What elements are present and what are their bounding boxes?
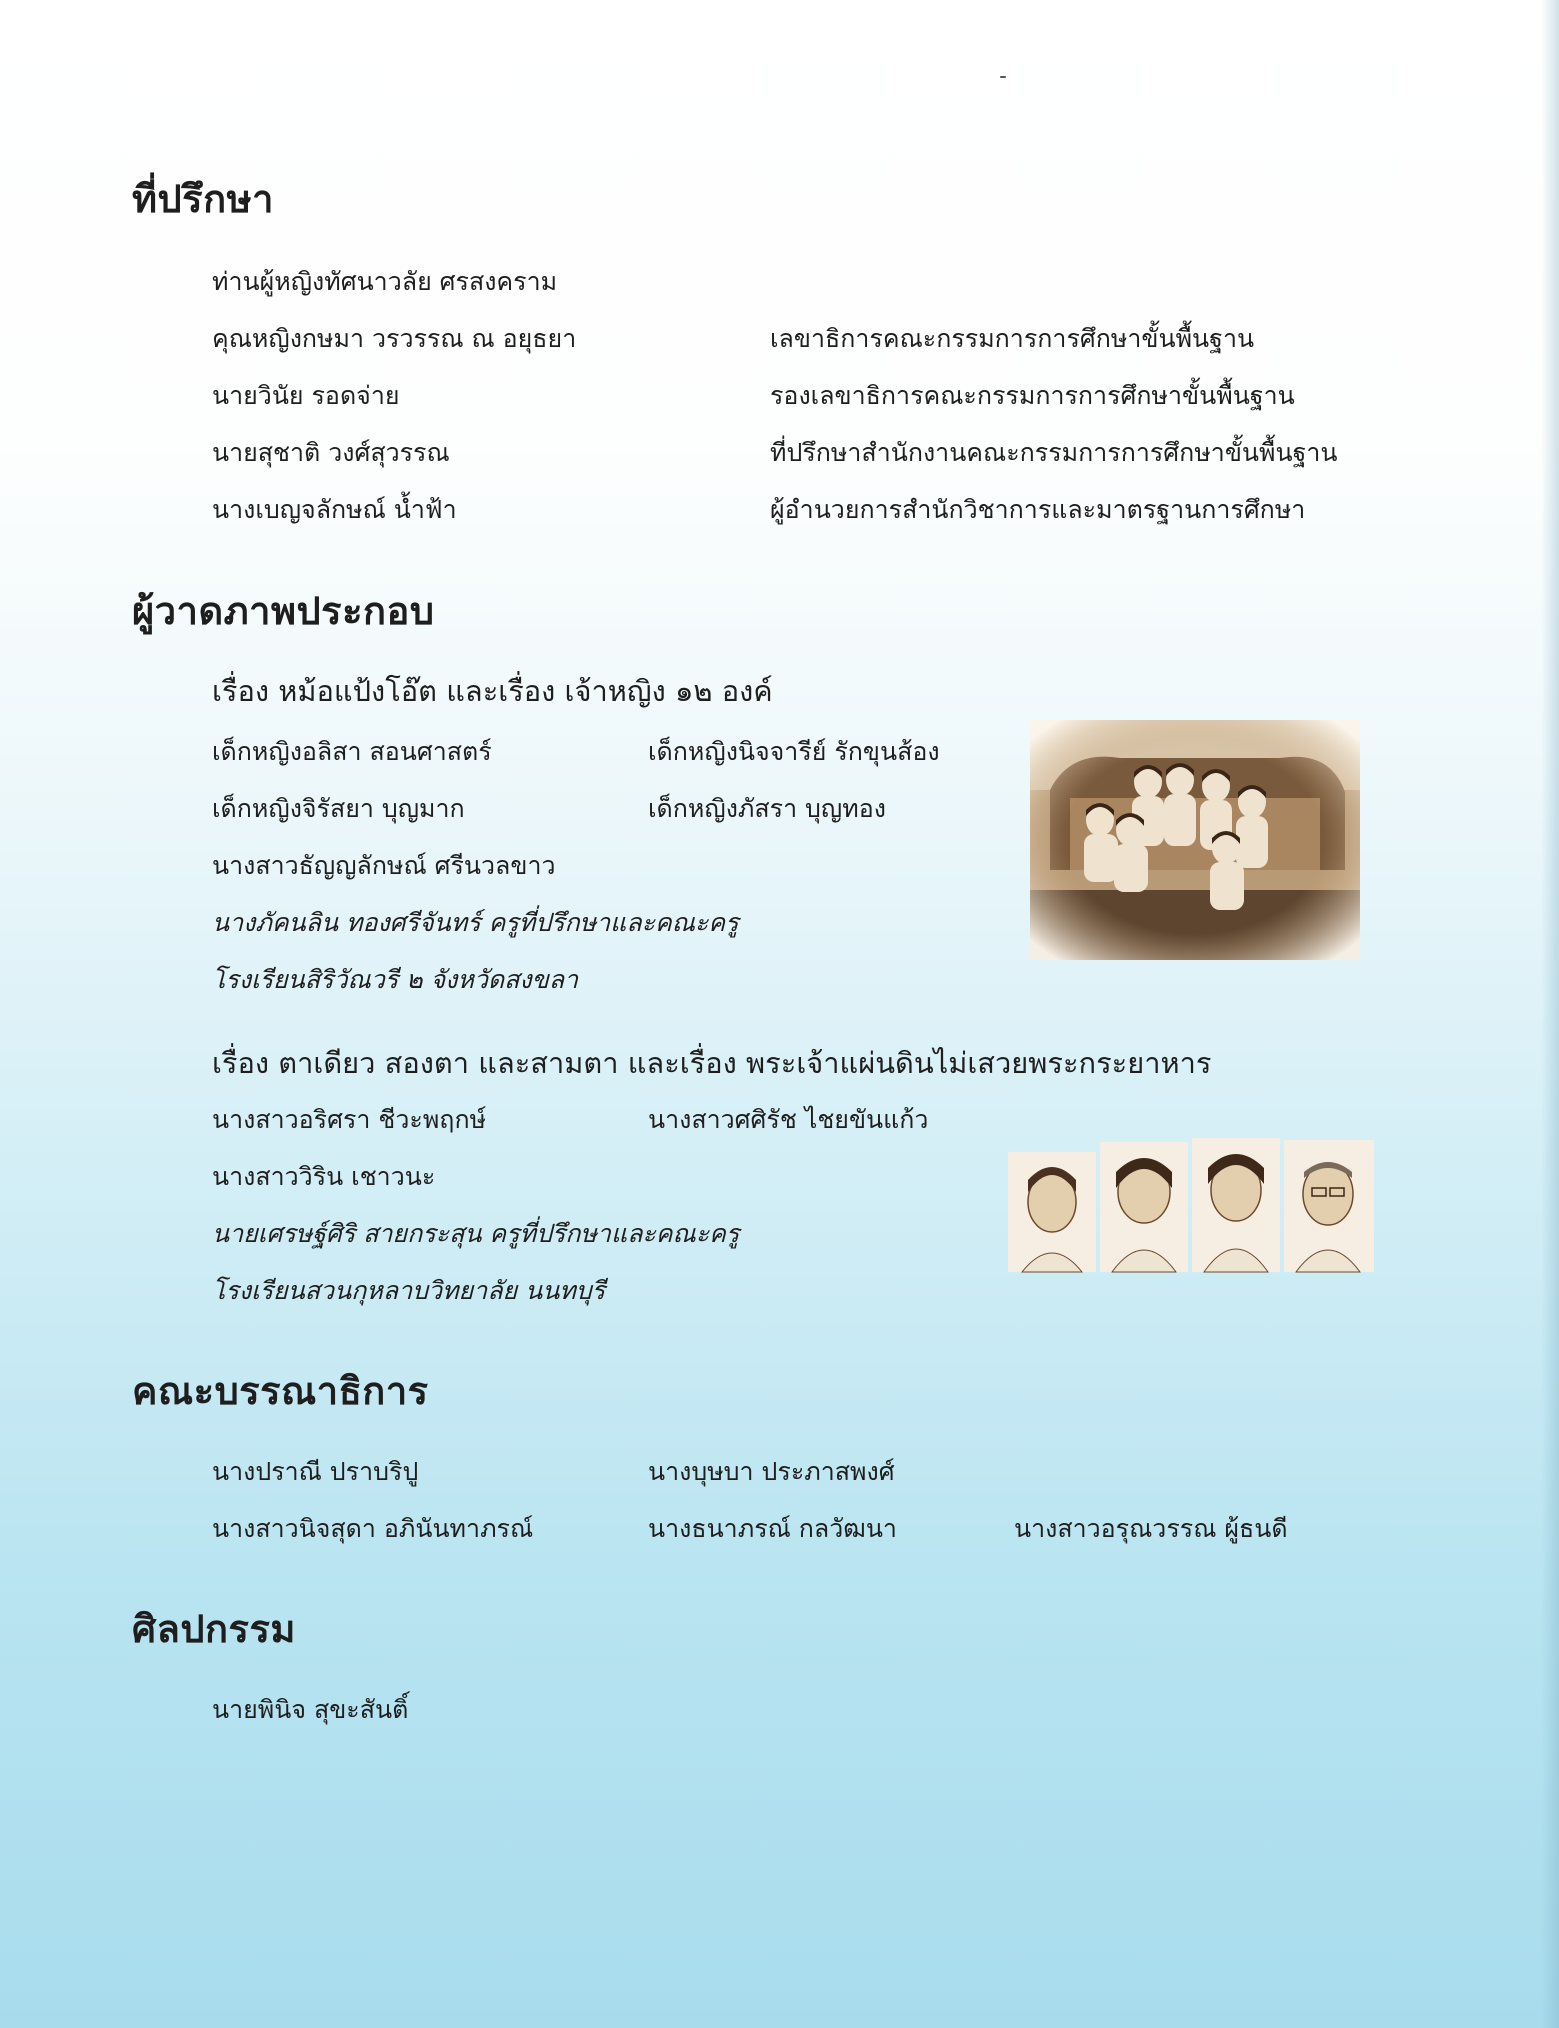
portrait-sketches (1008, 1132, 1378, 1282)
story-title: เรื่อง ตาเดียว สองตา และสามตา และเรื่อง พระเจ้าแผ่นดินไม่เสวยพระกระยาหาร (212, 1046, 1212, 1080)
illustrator-name: เด็กหญิงจิรัสยา บุญมาก (212, 794, 465, 823)
scan-speck (1000, 76, 1006, 78)
illustrators-heading: ผู้วาดภาพประกอบ (132, 589, 435, 633)
portrait-sketch (1284, 1140, 1374, 1272)
illustrator-name: เด็กหญิงนิจจารีย์ รักขุนส้อง (648, 737, 940, 766)
teacher-advisor: นางภัคนลิน ทองศรีจันทร์ ครูที่ปรึกษาและคณะครู (212, 908, 739, 937)
editors-heading: คณะบรรณาธิการ (132, 1369, 429, 1413)
page-edge-shadow (1541, 0, 1559, 2028)
advisor-name: คุณหญิงกษมา วรวรรณ ณ อยุธยา (212, 324, 577, 353)
portrait-sketch (1008, 1152, 1096, 1272)
editor-name: นางธนาภรณ์ กลวัฒนา (648, 1514, 897, 1543)
school-name: โรงเรียนสิริวัณวรี ๒ จังหวัดสงขลา (212, 965, 579, 994)
artwork-name: นายพินิจ สุขะสันติ์ (212, 1695, 409, 1724)
illustrator-name: นางสาวศศิรัช ไชยขันแก้ว (648, 1105, 929, 1134)
advisor-name: นายสุชาติ วงศ์สุวรรณ (212, 438, 450, 467)
illustrator-name: เด็กหญิงภัสรา บุญทอง (648, 794, 886, 823)
illustrator-name: นางสาววิริน เชาวนะ (212, 1162, 436, 1191)
artwork-heading: ศิลปกรรม (132, 1607, 296, 1651)
editor-name: นางบุษบา ประภาสพงศ์ (648, 1457, 895, 1486)
portrait-sketch (1192, 1138, 1280, 1272)
school-name: โรงเรียนสวนกุหลาบวิทยาลัย นนทบุรี (212, 1276, 606, 1305)
advisor-name: ท่านผู้หญิงทัศนาวลัย ศรสงคราม (212, 267, 558, 296)
editor-name: นางสาวนิจสุดา อภินันทาภรณ์ (212, 1514, 534, 1543)
group-photo-students (1030, 720, 1360, 960)
illustrator-name: เด็กหญิงอลิสา สอนศาสตร์ (212, 737, 492, 766)
advisor-name: นางเบญจลักษณ์ น้ำฟ้า (212, 495, 457, 524)
portrait-sketch (1100, 1142, 1188, 1272)
advisor-position: ที่ปรึกษาสำนักงานคณะกรรมการการศึกษาขั้นพื้นฐาน (770, 438, 1338, 467)
editor-name: นางปราณี ปราบริปู (212, 1457, 419, 1486)
illustrator-name: นางสาวอริศรา ชีวะพฤกษ์ (212, 1105, 487, 1134)
story-title: เรื่อง หม้อแป้งโอ๊ต และเรื่อง เจ้าหญิง ๑๒ องค์ (212, 674, 773, 708)
advisor-position: ผู้อำนวยการสำนักวิชาการและมาตรฐานการศึกษา (770, 495, 1306, 524)
advisors-heading: ที่ปรึกษา (132, 177, 274, 221)
teacher-advisor: นายเศรษฐ์ศิริ สายกระสุน ครูที่ปรึกษาและคณะครู (212, 1219, 740, 1248)
illustrator-name: นางสาวธัญญลักษณ์ ศรีนวลขาว (212, 851, 556, 880)
advisor-position: รองเลขาธิการคณะกรรมการการศึกษาขั้นพื้นฐาน (770, 381, 1295, 410)
editor-name: นางสาวอรุณวรรณ ผู้ธนดี (1014, 1514, 1288, 1543)
advisor-name: นายวินัย รอดจ่าย (212, 381, 400, 410)
advisor-position: เลขาธิการคณะกรรมการการศึกษาขั้นพื้นฐาน (770, 324, 1255, 353)
